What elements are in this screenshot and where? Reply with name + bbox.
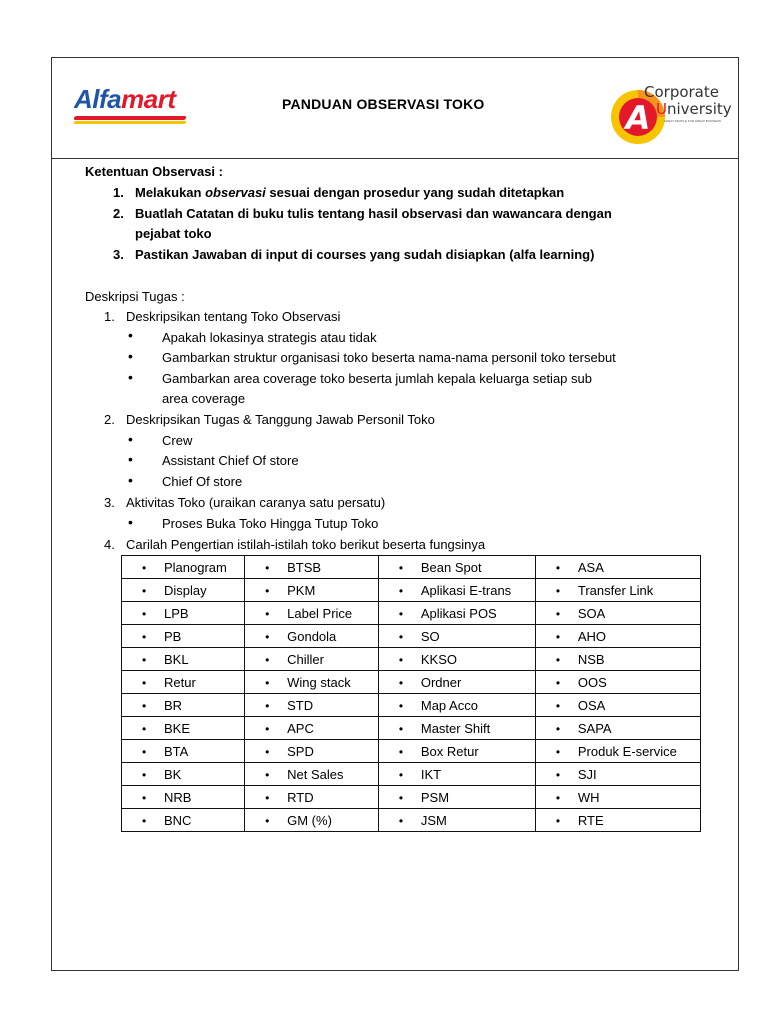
bullet-icon: • <box>555 583 561 598</box>
term-text: AHO <box>577 628 607 644</box>
bullet-icon: • <box>265 698 270 713</box>
term-text: RTE <box>577 812 604 828</box>
table-cell <box>378 717 535 740</box>
term-text: NRB <box>164 789 192 805</box>
term-text: Master Shift <box>420 720 491 736</box>
term-text: Aplikasi POS <box>420 605 497 621</box>
term-text: Display <box>164 582 207 598</box>
bullet-icon: • <box>265 606 270 621</box>
terms-table <box>121 555 701 832</box>
task-1-bullet-1: Apakah lokasinya strategis atau tidak <box>162 330 377 345</box>
table-cell <box>535 786 700 809</box>
term-text: Produk E-service <box>577 743 677 759</box>
table-row <box>122 786 701 809</box>
table-cell <box>378 602 535 625</box>
logo-red-stripe <box>73 116 186 120</box>
term-text: RTD <box>287 789 314 805</box>
term-text: Map Acco <box>420 697 478 713</box>
table-row <box>122 671 701 694</box>
bullet-icon: • <box>142 721 147 736</box>
bullet-icon: • <box>142 606 147 621</box>
logo-text-alfa: Alfa <box>74 84 122 114</box>
table-cell <box>535 625 700 648</box>
table-cell <box>245 671 379 694</box>
bullet-icon: • <box>128 431 133 447</box>
task-1: 1. Deskripsikan tentang Toko Observasi <box>104 309 341 324</box>
term-text: BKL <box>164 651 189 667</box>
table-row <box>122 625 701 648</box>
bullet-icon: • <box>398 652 404 667</box>
bullet-icon: • <box>555 767 561 782</box>
bullet-icon: • <box>555 790 561 805</box>
ketentuan-heading: Ketentuan Observasi : <box>85 164 223 179</box>
table-cell <box>122 717 245 740</box>
bullet-icon: • <box>142 675 147 690</box>
term-text: SAPA <box>577 720 612 736</box>
term-text: Bean Spot <box>420 559 482 575</box>
logo-text-mart: mart <box>121 84 176 114</box>
task-2-bullet-2: Assistant Chief Of store <box>162 453 299 468</box>
table-cell <box>378 556 535 579</box>
bullet-icon: • <box>128 451 133 467</box>
bullet-icon: • <box>265 813 270 828</box>
bullet-icon: • <box>555 652 561 667</box>
term-text: Gondola <box>287 628 337 644</box>
bullet-icon: • <box>555 721 561 736</box>
table-cell <box>245 763 379 786</box>
bullet-icon: • <box>265 675 270 690</box>
task-4: 4. Carilah Pengertian istilah-istilah toko berikut beserta fungsinya <box>104 537 486 552</box>
cu-text-corporate: Corporate <box>644 83 719 101</box>
term-text: Wing stack <box>287 674 351 690</box>
table-cell <box>245 556 379 579</box>
table-cell <box>535 602 700 625</box>
bullet-icon: • <box>142 629 147 644</box>
table-cell <box>378 694 535 717</box>
term-text: PB <box>164 628 182 644</box>
table-row <box>122 556 701 579</box>
table-cell <box>245 786 379 809</box>
table-cell <box>122 763 245 786</box>
bullet-icon: • <box>398 767 404 782</box>
table-cell <box>122 671 245 694</box>
term-text: SJI <box>577 766 597 782</box>
table-cell <box>122 786 245 809</box>
term-text: NSB <box>577 651 605 667</box>
table-row <box>122 694 701 717</box>
term-text: IKT <box>420 766 442 782</box>
bullet-icon: • <box>142 813 147 828</box>
task-2-bullet-3: Chief Of store <box>162 474 243 489</box>
table-row <box>122 602 701 625</box>
table-cell <box>378 809 535 832</box>
table-cell <box>122 556 245 579</box>
term-text: Net Sales <box>287 766 344 782</box>
table-cell <box>535 809 700 832</box>
bullet-icon: • <box>398 698 404 713</box>
bullet-icon: • <box>265 721 270 736</box>
bullet-icon: • <box>398 675 404 690</box>
term-text: STD <box>287 697 314 713</box>
bullet-icon: • <box>142 698 147 713</box>
task-1-bullet-3-cont: area coverage <box>162 391 246 406</box>
cu-text-university: University <box>656 100 732 118</box>
table-cell <box>245 717 379 740</box>
bullet-icon: • <box>142 583 147 598</box>
bullet-icon: • <box>398 744 404 759</box>
term-text: SOA <box>577 605 606 621</box>
bullet-icon: • <box>142 652 147 667</box>
table-cell <box>245 694 379 717</box>
bullet-icon: • <box>128 327 133 343</box>
bullet-icon: • <box>142 744 147 759</box>
table-row <box>122 763 701 786</box>
term-text: WH <box>577 789 600 805</box>
table-cell <box>378 786 535 809</box>
bullet-icon: • <box>398 790 404 805</box>
table-cell <box>245 809 379 832</box>
bullet-icon: • <box>398 629 404 644</box>
table-cell <box>122 740 245 763</box>
table-cell <box>122 625 245 648</box>
term-text: BNC <box>164 812 192 828</box>
corporate-university-logo <box>610 83 732 147</box>
term-text: BTSB <box>287 559 322 575</box>
term-text: ASA <box>577 559 604 575</box>
ketentuan-item-3: 3. Pastikan Jawaban di input di courses yang sudah disiapkan (alfa learning) <box>113 247 595 262</box>
cu-mark-letter: A <box>625 99 651 137</box>
term-text: Transfer Link <box>577 582 654 598</box>
bullet-icon: • <box>555 675 561 690</box>
ketentuan-item-1: 1. Melakukan observasi sesuai dengan prosedur yang sudah ditetapkan <box>113 185 565 200</box>
ketentuan-item-2: 2. Buatlah Catatan di buku tulis tentang hasil observasi dan wawancara dengan <box>113 206 612 221</box>
bullet-icon: • <box>398 606 404 621</box>
alfamart-logo <box>74 84 194 128</box>
table-cell <box>245 648 379 671</box>
term-text: Retur <box>164 674 196 690</box>
bullet-icon: • <box>265 790 270 805</box>
table-cell <box>535 648 700 671</box>
table-cell <box>122 648 245 671</box>
term-text: BKE <box>164 720 191 736</box>
bullet-icon: • <box>398 813 404 828</box>
term-text: BTA <box>164 743 189 759</box>
bullet-icon: • <box>265 560 270 575</box>
bullet-icon: • <box>265 652 270 667</box>
term-text: GM (%) <box>287 812 332 828</box>
table-cell <box>535 694 700 717</box>
table-cell <box>245 579 379 602</box>
table-cell <box>245 740 379 763</box>
bullet-icon: • <box>398 721 404 736</box>
table-cell <box>122 809 245 832</box>
table-row <box>122 809 701 832</box>
document-title: PANDUAN OBSERVASI TOKO <box>282 96 485 112</box>
task-3-bullet-1: Proses Buka Toko Hingga Tutup Toko <box>162 516 379 531</box>
bullet-icon: • <box>142 560 147 575</box>
document-page <box>51 57 739 971</box>
task-2-bullet-1: Crew <box>162 433 193 448</box>
deskripsi-heading: Deskripsi Tugas : <box>85 289 185 304</box>
task-2: 2. Deskripsikan Tugas & Tanggung Jawab Personil Toko <box>104 412 435 427</box>
bullet-icon: • <box>555 698 561 713</box>
term-text: BR <box>164 697 183 713</box>
table-cell <box>378 763 535 786</box>
table-cell <box>535 740 700 763</box>
table-cell <box>378 671 535 694</box>
term-text: OOS <box>577 674 607 690</box>
task-1-bullet-2: Gambarkan struktur organisasi toko beserta nama-nama personil toko tersebut <box>162 350 616 365</box>
table-cell <box>122 602 245 625</box>
bullet-icon: • <box>128 369 133 385</box>
ketentuan-item-2-cont: pejabat toko <box>135 226 212 241</box>
bullet-icon: • <box>142 790 147 805</box>
table-cell <box>378 648 535 671</box>
bullet-icon: • <box>128 514 133 530</box>
term-text: PSM <box>420 789 450 805</box>
term-text: Ordner <box>420 674 462 690</box>
table-row <box>122 740 701 763</box>
term-text: OSA <box>577 697 606 713</box>
table-cell <box>378 740 535 763</box>
bullet-icon: • <box>398 560 404 575</box>
table-cell <box>122 694 245 717</box>
table-cell <box>122 579 245 602</box>
term-text: PKM <box>287 582 316 598</box>
term-text: LPB <box>164 605 189 621</box>
bullet-icon: • <box>398 583 404 598</box>
task-1-bullet-3: Gambarkan area coverage toko beserta jumlah kepala keluarga setiap sub <box>162 371 592 386</box>
bullet-icon: • <box>555 813 561 828</box>
table-cell <box>535 763 700 786</box>
term-text: BK <box>164 766 182 782</box>
term-text: Planogram <box>164 559 227 575</box>
table-cell <box>535 671 700 694</box>
term-text: SO <box>420 628 440 644</box>
bullet-icon: • <box>265 629 270 644</box>
table-cell <box>245 625 379 648</box>
bullet-icon: • <box>265 583 270 598</box>
term-text: Box Retur <box>420 743 479 759</box>
bullet-icon: • <box>555 629 561 644</box>
bullet-icon: • <box>265 767 270 782</box>
bullet-icon: • <box>265 744 270 759</box>
term-text: APC <box>287 720 314 736</box>
logo-yellow-stripe <box>73 121 186 124</box>
table-cell <box>245 602 379 625</box>
term-text: Chiller <box>287 651 324 667</box>
table-row <box>122 579 701 602</box>
table-row <box>122 648 701 671</box>
bullet-icon: • <box>555 744 561 759</box>
term-text: Aplikasi E-trans <box>420 582 512 598</box>
bullet-icon: • <box>142 767 147 782</box>
cu-tagline: GREAT PEOPLE FOR GREAT BUSINESS <box>664 119 721 123</box>
table-cell <box>535 556 700 579</box>
table-cell <box>378 579 535 602</box>
table-row <box>122 717 701 740</box>
bullet-icon: • <box>128 472 133 488</box>
table-cell <box>378 625 535 648</box>
bullet-icon: • <box>555 560 561 575</box>
term-text: Label Price <box>287 605 353 621</box>
bullet-icon: • <box>555 606 561 621</box>
table-cell <box>535 717 700 740</box>
task-3: 3. Aktivitas Toko (uraikan caranya satu persatu) <box>104 495 386 510</box>
term-text: SPD <box>287 743 314 759</box>
bullet-icon: • <box>128 348 133 364</box>
document-header <box>52 58 738 159</box>
term-text: KKSO <box>420 651 457 667</box>
table-cell <box>535 579 700 602</box>
term-text: JSM <box>420 812 447 828</box>
